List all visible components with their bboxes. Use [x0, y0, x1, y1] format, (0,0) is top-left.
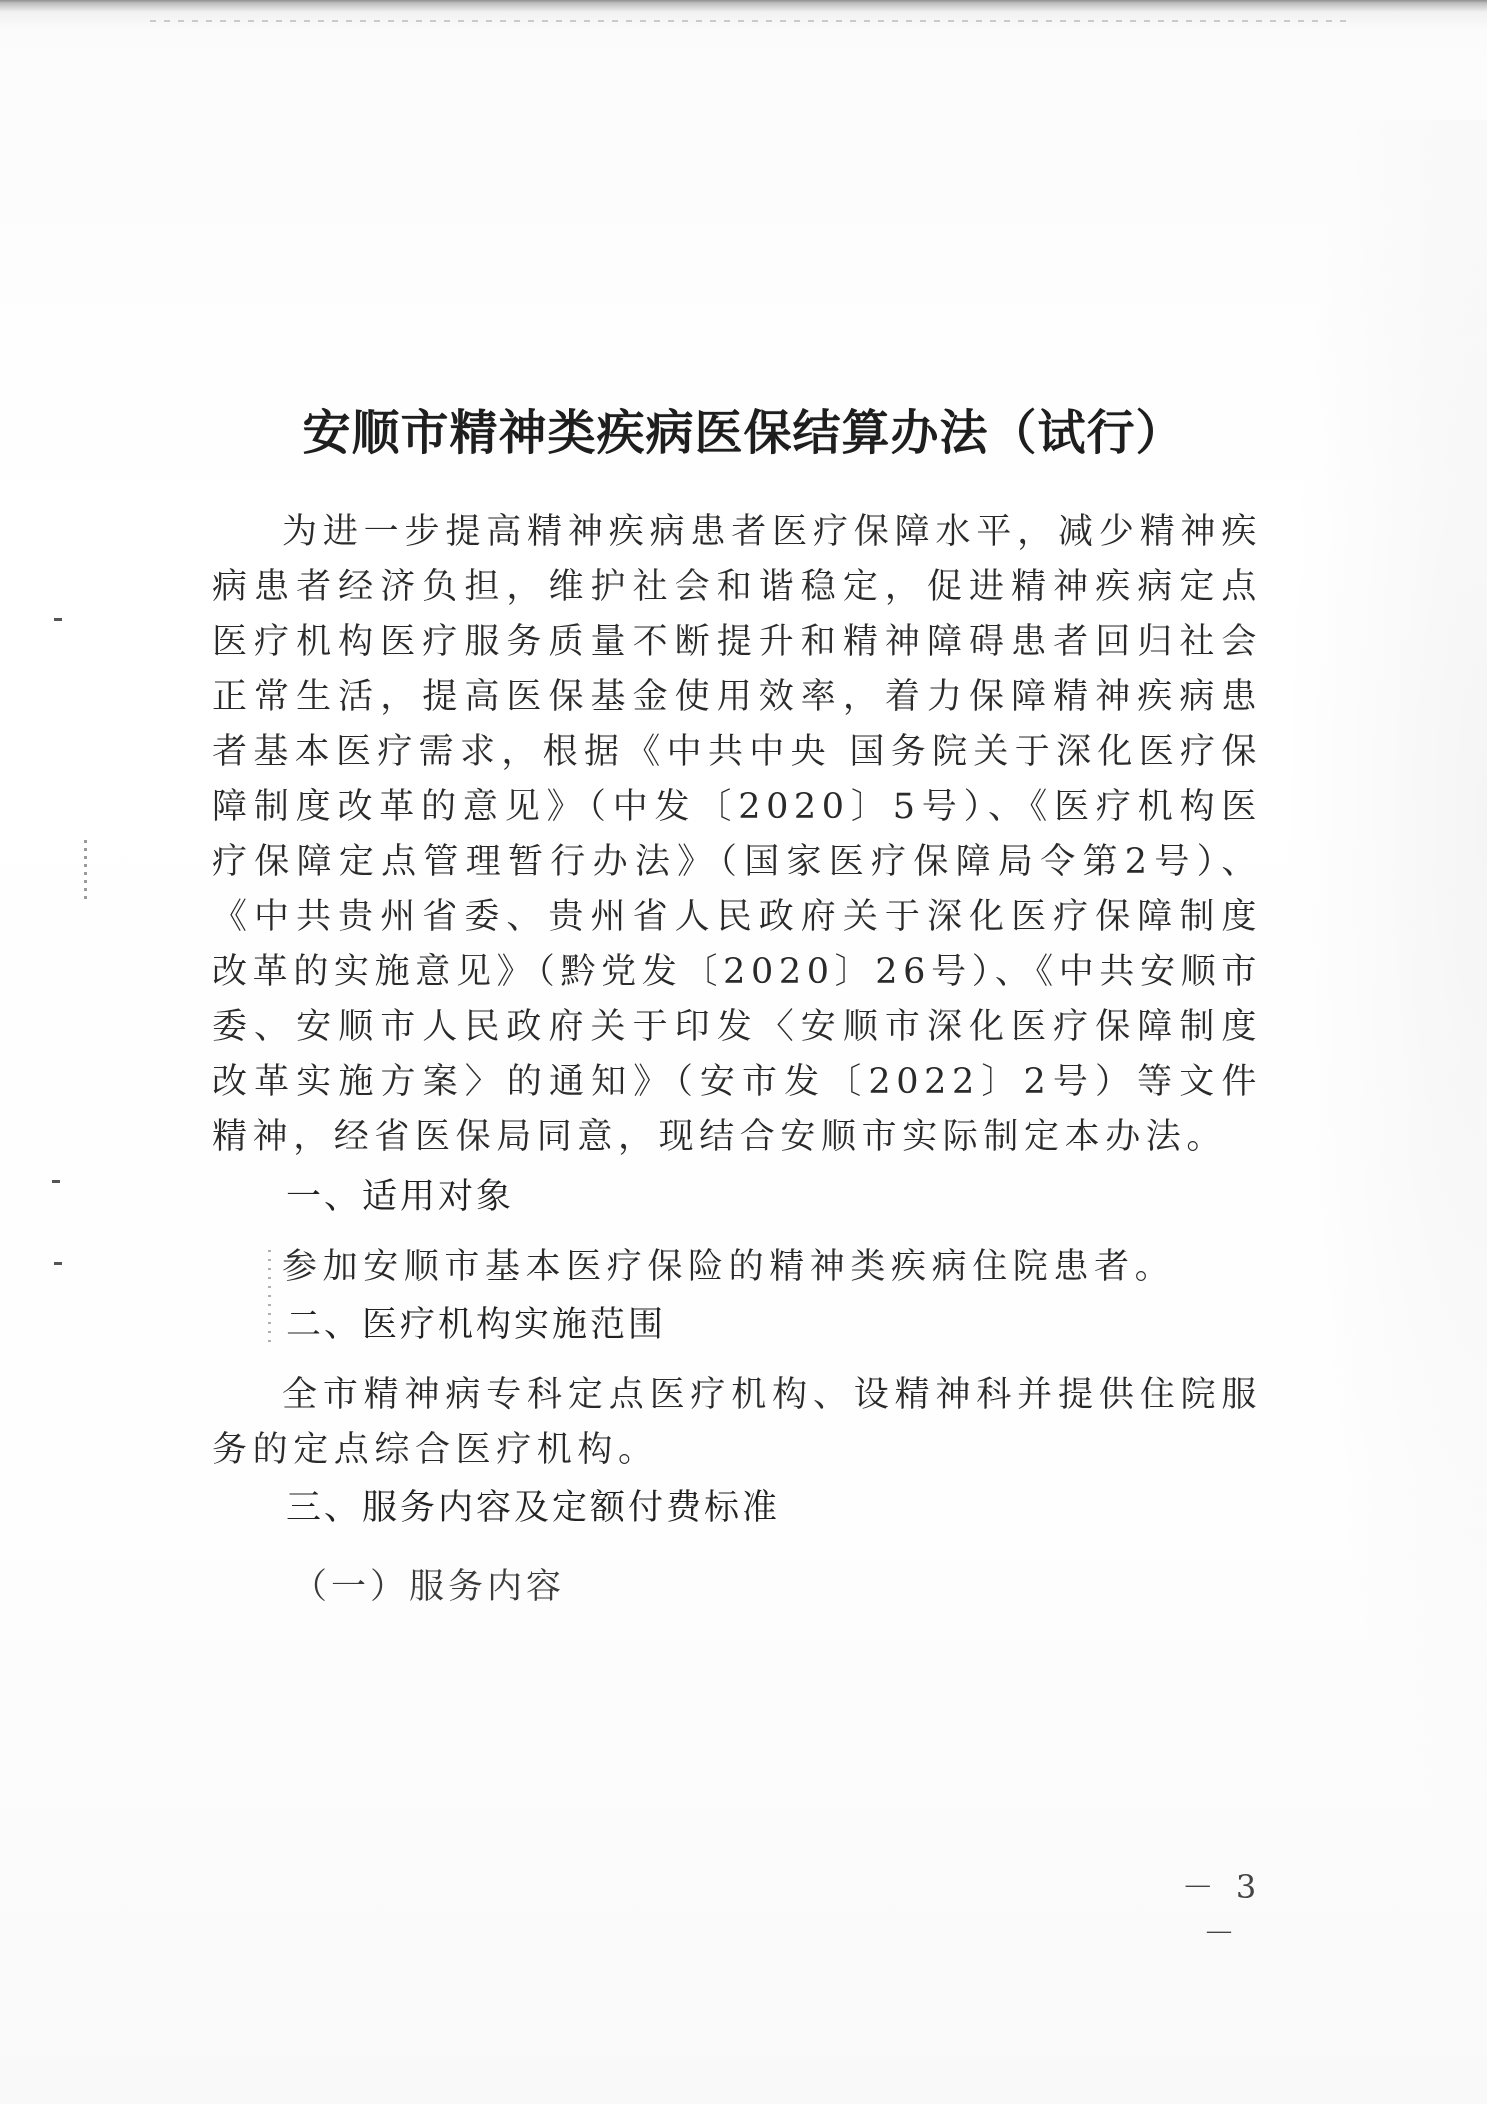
section-heading-applicable-objects: 一、适用对象	[286, 1177, 515, 1217]
document-body	[212, 505, 1262, 1617]
margin-mark	[54, 618, 62, 621]
margin-mark	[54, 1262, 62, 1265]
section-heading-institution-scope: 二、医疗机构实施范围	[286, 1305, 667, 1345]
section-heading-service-content: 三、服务内容及定额付费标准	[286, 1488, 781, 1528]
margin-speckle	[84, 840, 87, 900]
intro-paragraph: 为进一步提高精神疾病患者医疗保障水平，减少精神疾病患者经济负担，维护社会和谐稳定，促进精神疾病定点医疗机构医疗服务质量不断提升和精神障碍患者回归社会正常生活，提高医保基金使用效率，着力保障精神疾病患者基本医疗需求，根据《中共中央 国务院关于深化医疗保障制度改革的意见》（中发〔2020〕5号）、《医疗机构医疗保障定点管理暂行办法》（国家医疗保障局令第2号）、《中共贵州省委、贵州省人民政府关于深化医疗保障制度改革的实施意见》（黔党发〔2020〕26号）、《中共安顺市委、安顺市人民政府关于印发〈安顺市深化医疗保障制度改革实施方案〉的通知》（安市发〔2022〕2号）等文件精神，经省医保局同意，现结合安顺市实际制定本办法。	[212, 512, 1262, 1157]
section-text-institution-scope: 全市精神病专科定点医疗机构、设精神科并提供住院服务的定点综合医疗机构。	[212, 1375, 1262, 1470]
scan-shading	[1287, 120, 1487, 1870]
scan-edge	[0, 0, 1487, 30]
margin-mark	[52, 1180, 60, 1183]
section-text-applicable-objects: 参加安顺市基本医疗保险的精神类疾病住院患者。	[282, 1247, 1176, 1287]
page-number: － 3 －	[1181, 1868, 1263, 1952]
subsection-heading-service-content: （一）服务内容	[292, 1567, 566, 1607]
document-title: 安顺市精神类疾病医保结算办法（试行）	[302, 405, 1185, 462]
